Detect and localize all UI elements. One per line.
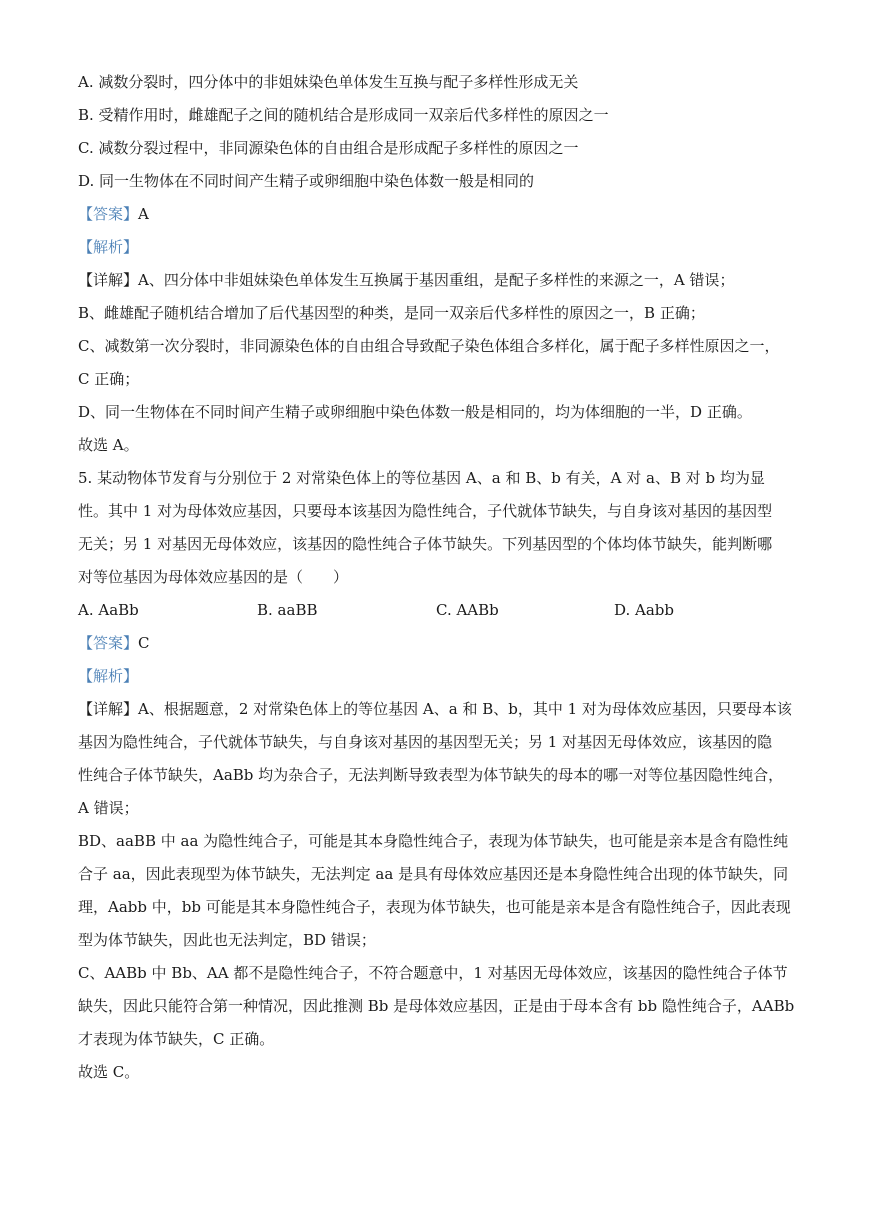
detail-line: D、同一生物体在不同时间产生精子或卵细胞中染色体数一般是相同的，均为体细胞的一半，D 正确。	[78, 403, 752, 421]
stem-line: 对等位基因为母体效应基因的是（ ）	[78, 568, 349, 586]
option-c: C. 减数分裂过程中，非同源染色体的自由组合是形成配子多样性的原因之一	[78, 139, 579, 157]
detail-line: 才表现为体节缺失，C 正确。	[78, 1030, 275, 1048]
option-b: B. aaBB	[257, 601, 318, 619]
conclusion-line: 故选 A。	[78, 436, 139, 454]
option-b: B. 受精作用时，雌雄配子之间的随机结合是形成同一双亲后代多样性的原因之一	[78, 106, 609, 124]
question-5-options	[78, 600, 794, 620]
answer-line	[78, 204, 794, 224]
question-4-detail	[78, 270, 794, 455]
answer-tag: 【答案】	[78, 205, 139, 223]
detail-line: C、AABb 中 Bb、AA 都不是隐性纯合子，不符合题意中，1 对基因无母体效应，该基因的隐性纯合子体节	[78, 964, 788, 982]
detail-line: BD、aaBB 中 aa 为隐性纯合子，可能是其本身隐性纯合子，表现为体节缺失，也可能是亲本是含有隐性纯	[78, 832, 789, 850]
detail-line: C 正确；	[78, 370, 140, 388]
question-5-stem	[78, 468, 794, 587]
detail-line: 型为体节缺失，因此也无法判定，BD 错误；	[78, 931, 376, 949]
detail-line: B、雌雄配子随机结合增加了后代基因型的种类，是同一双亲后代多样性的原因之一，B 正确；	[78, 304, 705, 322]
detail-line: 【详解】A、根据题意，2 对常染色体上的等位基因 A、a 和 B、b，其中 1 对为母体效应基因，只要母本该	[78, 700, 792, 718]
detail-line: 合子 aa，因此表现型为体节缺失，无法判定 aa 是具有母体效应基因还是本身隐性纯合出现的体节缺失，同	[78, 865, 789, 883]
question-5-detail	[78, 699, 794, 1082]
detail-line: 缺失，因此只能符合第一种情况，因此推测 Bb 是母体效应基因，正是由于母本含有 bb 隐性纯合子，AABb	[78, 997, 795, 1015]
stem-line: 无关；另 1 对基因无母体效应，该基因的隐性纯合子体节缺失。下列基因型的个体均体节缺失，能判断哪	[78, 535, 773, 553]
detail-line: C、减数第一次分裂时，非同源染色体的自由组合导致配子染色体组合多样化，属于配子多样性原因之一，	[78, 337, 780, 355]
analysis-tag: 【解析】	[78, 238, 139, 256]
option-d: D. Aabb	[614, 601, 675, 619]
detail-line: A 错误；	[78, 799, 139, 817]
option-c: C. AABb	[436, 601, 499, 619]
document-page	[78, 72, 794, 1082]
detail-line: 性纯合子体节缺失，AaBb 均为杂合子，无法判断导致表型为体节缺失的母本的哪一对等位基因隐性纯合，	[78, 766, 784, 784]
conclusion-line: 故选 C。	[78, 1063, 140, 1081]
stem-line: 性。其中 1 对为母体效应基因，只要母本该基因为隐性纯合，子代就体节缺失，与自身该对基因的基因型	[78, 502, 773, 520]
answer-value: C	[138, 634, 150, 652]
answer-tag: 【答案】	[78, 634, 139, 652]
detail-line: 理，Aabb 中，bb 可能是其本身隐性纯合子，表现为体节缺失，也可能是亲本是含有隐性纯合子，因此表现	[78, 898, 791, 916]
option-d: D. 同一生物体在不同时间产生精子或卵细胞中染色体数一般是相同的	[78, 172, 535, 190]
option-a: A. 减数分裂时，四分体中的非姐妹染色单体发生互换与配子多样性形成无关	[78, 73, 579, 91]
answer-value: A	[138, 205, 149, 223]
question-4-options	[78, 72, 794, 191]
answer-line	[78, 633, 794, 653]
detail-line: 【详解】A、四分体中非姐妹染色单体发生互换属于基因重组，是配子多样性的来源之一，A 错误；	[78, 271, 735, 289]
analysis-tag: 【解析】	[78, 667, 139, 685]
stem-line: 5. 某动物体节发育与分别位于 2 对常染色体上的等位基因 A、a 和 B、b 有关，A 对 a、B 对 b 均为显	[78, 469, 765, 487]
option-a: A. AaBb	[78, 601, 139, 619]
detail-line: 基因为隐性纯合，子代就体节缺失，与自身该对基因的基因型无关；另 1 对基因无母体效应，该基因的隐	[78, 733, 773, 751]
